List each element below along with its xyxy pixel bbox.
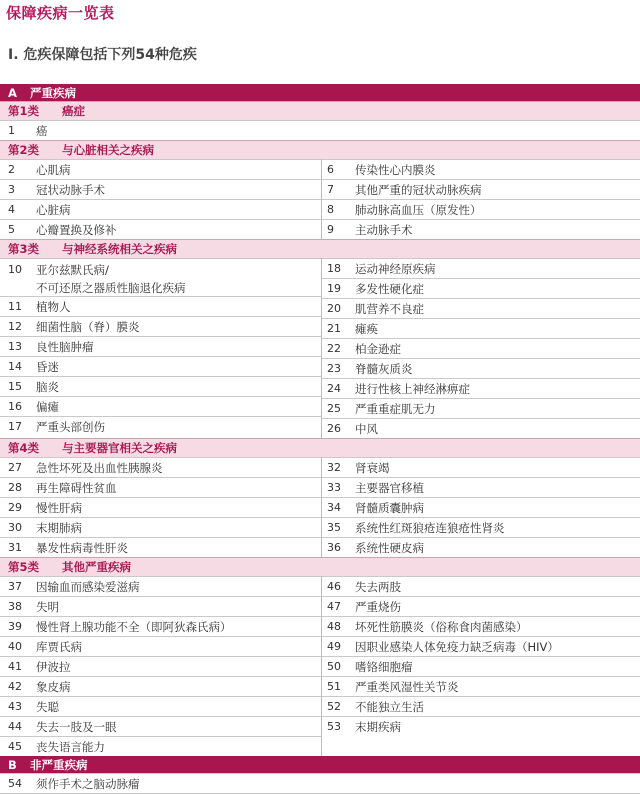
item-number: 19 <box>327 282 341 295</box>
list-item <box>322 159 640 179</box>
list-item <box>322 716 640 736</box>
item-number: 39 <box>8 620 22 633</box>
category-title: 与心脏相关之疾病 <box>62 143 154 157</box>
list-item <box>322 636 640 656</box>
list-item <box>322 616 640 636</box>
list-item <box>322 596 640 616</box>
item-label: 象皮病 <box>36 679 71 694</box>
section-b-letter: B <box>8 757 17 772</box>
item-label: 多发性硬化症 <box>355 281 424 296</box>
item-number: 25 <box>327 402 341 415</box>
category-title: 其他严重疾病 <box>62 560 131 574</box>
category-5-right-list <box>322 576 640 756</box>
item-label: 急性坏死及出血性胰腺炎 <box>36 460 163 475</box>
item-label: 丧失语言能力 <box>36 739 105 754</box>
section-a-header <box>0 84 640 101</box>
list-item <box>0 576 321 596</box>
item-label: 偏瘫 <box>36 399 59 414</box>
item-number: 38 <box>8 600 22 613</box>
list-item <box>322 318 640 338</box>
item-label: 肺动脉高血压（原发性） <box>355 202 482 217</box>
item-label: 再生障碍性贫血 <box>36 480 117 495</box>
item-label: 严重头部创伤 <box>36 419 105 434</box>
list-item <box>0 457 321 477</box>
category-title: 与神经系统相关之疾病 <box>62 242 177 256</box>
item-label: 心脏病 <box>36 202 71 217</box>
item-number: 3 <box>8 183 15 196</box>
list-item <box>0 716 321 736</box>
item-number: 31 <box>8 541 22 554</box>
item-number: 4 <box>8 203 15 216</box>
item-label: 不能独立生活 <box>355 699 424 714</box>
item-number: 14 <box>8 360 22 373</box>
item-number: 30 <box>8 521 22 534</box>
item-label: 柏金逊症 <box>355 341 401 356</box>
item-number: 20 <box>327 302 341 315</box>
item-number: 32 <box>327 461 341 474</box>
list-item <box>0 736 321 756</box>
item-number: 24 <box>327 382 341 395</box>
item-number: 50 <box>327 660 341 673</box>
category-5-left-list <box>0 576 322 756</box>
list-item <box>322 656 640 676</box>
list-item <box>322 358 640 378</box>
category-2-left-list <box>0 159 322 239</box>
category-1-rows <box>0 120 640 140</box>
item-label: 癌 <box>36 123 48 138</box>
item-number: 7 <box>327 183 334 196</box>
item-label: 因职业感染人体免疫力缺乏病毒（HIV） <box>355 639 559 654</box>
list-item <box>0 219 321 239</box>
item-label: 末期肺病 <box>36 520 82 535</box>
list-item <box>322 418 640 438</box>
item-number: 48 <box>327 620 341 633</box>
item-number: 23 <box>327 362 341 375</box>
item-label: 系统性红斑狼疮连狼疮性肾炎 <box>355 520 505 535</box>
item-number: 29 <box>8 501 22 514</box>
item-label: 脑炎 <box>36 379 59 394</box>
list-item <box>322 219 640 239</box>
list-item <box>0 258 321 296</box>
item-label: 传染性心内膜炎 <box>355 162 436 177</box>
list-item <box>0 296 321 316</box>
list-item <box>0 596 321 616</box>
item-number: 46 <box>327 580 341 593</box>
list-item <box>322 199 640 219</box>
section-b-list <box>0 773 640 794</box>
item-number: 36 <box>327 541 341 554</box>
page-title: 保障疾病一览表 <box>6 4 115 22</box>
category-3-rows <box>0 258 640 438</box>
item-label: 昏迷 <box>36 359 59 374</box>
item-label: 心瓣置换及修补 <box>36 222 117 237</box>
category-4-rows <box>0 457 640 557</box>
item-label: 因输血而感染爱滋病 <box>36 579 140 594</box>
item-number: 1 <box>8 124 15 137</box>
list-item <box>0 316 321 336</box>
list-item <box>322 576 640 596</box>
item-label: 中风 <box>355 421 378 436</box>
item-label: 嗜铬细胞瘤 <box>355 659 413 674</box>
item-number: 42 <box>8 680 22 693</box>
item-number: 44 <box>8 720 22 733</box>
item-number: 11 <box>8 300 22 313</box>
list-item <box>0 656 321 676</box>
item-number: 53 <box>327 720 341 733</box>
list-item <box>0 497 321 517</box>
list-item <box>0 179 321 199</box>
item-label: 冠状动脉手术 <box>36 182 105 197</box>
item-label: 心肌病 <box>36 162 71 177</box>
item-label: 严重重症肌无力 <box>355 401 436 416</box>
item-label: 瘫痪 <box>355 321 378 336</box>
item-label: 严重烧伤 <box>355 599 401 614</box>
item-number: 22 <box>327 342 341 355</box>
list-item <box>322 696 640 716</box>
item-number: 54 <box>8 777 22 790</box>
item-number: 6 <box>327 163 334 176</box>
item-number: 16 <box>8 400 22 413</box>
list-item <box>0 636 321 656</box>
section-a-title: 严重疾病 <box>30 85 76 100</box>
list-item <box>322 258 640 278</box>
item-label: 进行性核上神经淋痹症 <box>355 381 470 396</box>
item-number: 8 <box>327 203 334 216</box>
item-number: 40 <box>8 640 22 653</box>
item-label: 细菌性脑（脊）膜炎 <box>36 319 140 334</box>
list-item <box>0 773 640 793</box>
list-item <box>0 696 321 716</box>
list-item <box>322 457 640 477</box>
item-label: 须作手术之脑动脉瘤 <box>36 776 140 791</box>
list-item <box>322 676 640 696</box>
item-label: 其他严重的冠状动脉疾病 <box>355 182 482 197</box>
list-item <box>0 376 321 396</box>
list-item <box>322 338 640 358</box>
list-item <box>0 416 321 436</box>
list-item <box>0 396 321 416</box>
list-item <box>322 398 640 418</box>
list-item <box>0 356 321 376</box>
section-a-letter: A <box>8 85 17 100</box>
item-label: 末期疾病 <box>355 719 401 734</box>
category-header-2 <box>0 140 640 159</box>
category-title: 与主要器官相关之疾病 <box>62 441 177 455</box>
list-item <box>322 378 640 398</box>
category-number: 第5类 <box>8 560 40 574</box>
item-number: 5 <box>8 223 15 236</box>
item-label: 主动脉手术 <box>355 222 413 237</box>
item-label: 肾髓质囊肿病 <box>355 500 424 515</box>
category-number: 第2类 <box>8 143 40 157</box>
item-number: 2 <box>8 163 15 176</box>
list-item <box>322 298 640 318</box>
list-item <box>322 497 640 517</box>
item-number: 43 <box>8 700 22 713</box>
item-number: 51 <box>327 680 341 693</box>
item-label: 慢性肾上腺功能不全（即阿狄森氏病） <box>36 619 232 634</box>
item-label: 库贾氏病 <box>36 639 82 654</box>
item-label: 肌营养不良症 <box>355 301 424 316</box>
item-label: 肾衰竭 <box>355 460 390 475</box>
category-4-left-list <box>0 457 322 557</box>
category-4-right-list <box>322 457 640 557</box>
category-header-1 <box>0 101 640 120</box>
item-label: 伊波拉 <box>36 659 71 674</box>
item-number: 47 <box>327 600 341 613</box>
item-number: 35 <box>327 521 341 534</box>
list-item <box>0 517 321 537</box>
list-item <box>0 477 321 497</box>
item-label-continued: 不可还原之器质性脑退化疾病 <box>36 281 186 295</box>
item-label: 运动神经原疾病 <box>355 261 436 276</box>
item-number: 27 <box>8 461 22 474</box>
list-item <box>0 537 321 557</box>
item-number: 45 <box>8 740 22 753</box>
section-subtitle: I. 危疾保障包括下列54种危疾 <box>8 47 197 63</box>
category-2-rows <box>0 159 640 239</box>
item-number: 41 <box>8 660 22 673</box>
list-item <box>0 199 321 219</box>
list-item <box>322 537 640 557</box>
category-header-4 <box>0 438 640 457</box>
category-number: 第4类 <box>8 441 40 455</box>
item-label: 暴发性病毒性肝炎 <box>36 540 128 555</box>
item-number: 13 <box>8 340 22 353</box>
category-3-left-list <box>0 258 322 438</box>
item-label: 脊髓灰质炎 <box>355 361 413 376</box>
section-b-rows <box>0 773 640 794</box>
category-3-left-rest <box>0 296 321 436</box>
item-number: 10 <box>8 263 22 276</box>
disease-table <box>0 84 640 794</box>
item-label: 慢性肝病 <box>36 500 82 515</box>
list-item <box>322 179 640 199</box>
list-item <box>322 278 640 298</box>
section-b-header <box>0 756 640 773</box>
item-number: 52 <box>327 700 341 713</box>
category-3-right-list <box>322 258 640 438</box>
item-label: 失聪 <box>36 699 59 714</box>
item-label: 系统性硬皮病 <box>355 540 424 555</box>
list-item <box>0 120 640 140</box>
item-number: 37 <box>8 580 22 593</box>
item-label: 严重类风湿性关节炎 <box>355 679 459 694</box>
item-number: 15 <box>8 380 22 393</box>
category-number: 第3类 <box>8 242 40 256</box>
list-item <box>0 336 321 356</box>
item-number: 17 <box>8 420 22 433</box>
item-number: 21 <box>327 322 341 335</box>
category-5-rows <box>0 576 640 756</box>
item-number: 33 <box>327 481 341 494</box>
item-number: 12 <box>8 320 22 333</box>
item-number: 9 <box>327 223 334 236</box>
category-number: 第1类 <box>8 104 40 118</box>
category-2-right-list <box>322 159 640 239</box>
list-item <box>0 676 321 696</box>
item-number: 28 <box>8 481 22 494</box>
item-number: 26 <box>327 422 341 435</box>
list-item <box>0 616 321 636</box>
item-label: 失明 <box>36 599 59 614</box>
category-header-3 <box>0 239 640 258</box>
item-label: 主要器官移植 <box>355 480 424 495</box>
list-item <box>322 477 640 497</box>
item-label: 植物人 <box>36 299 71 314</box>
category-title: 癌症 <box>62 104 85 118</box>
item-number: 18 <box>327 262 341 275</box>
list-item <box>0 159 321 179</box>
item-number: 49 <box>327 640 341 653</box>
item-number: 34 <box>327 501 341 514</box>
section-b-title: 非严重疾病 <box>30 757 88 772</box>
item-label: 失去一肢及一眼 <box>36 719 117 734</box>
item-label: 坏死性筋膜炎（俗称食肉菌感染） <box>355 619 528 634</box>
category-header-5 <box>0 557 640 576</box>
category-1-list <box>0 120 640 140</box>
list-item <box>322 517 640 537</box>
item-label: 失去两肢 <box>355 579 401 594</box>
item-label: 亚尔兹默氏病/ <box>36 263 109 277</box>
item-label: 良性脑肿瘤 <box>36 339 94 354</box>
